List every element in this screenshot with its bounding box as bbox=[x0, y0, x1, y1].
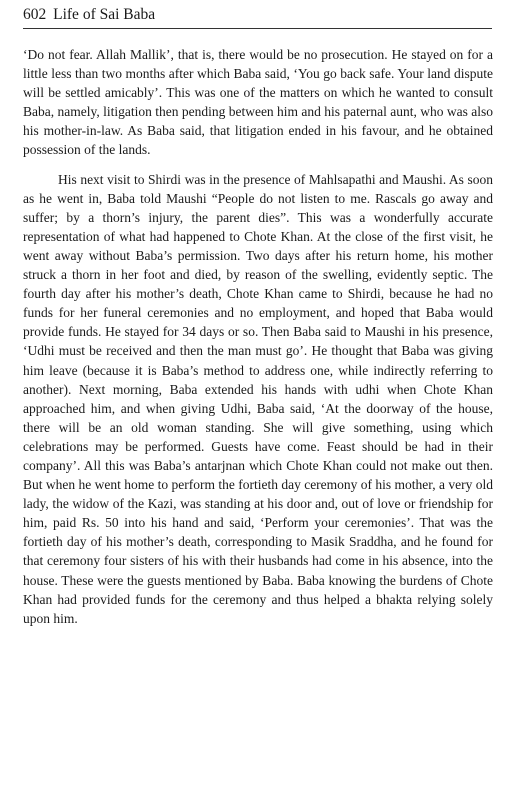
page-number: 602 bbox=[23, 6, 47, 23]
paragraph-continuation: ‘Do not fear. Allah Mallik’, that is, there would be no prosecution. He stayed on for a little less than two months after which Baba said, ‘You go back safe. Your land dispute will be settled amicably’. This was one of the matters on which he wanted to consult Baba, namely, litigation then pending between him and his paternal aunt, who was also his mother-in-law. As Baba said, that litigation ended in his favour, and he obtained possession of the lands. bbox=[23, 47, 494, 158]
page-header bbox=[23, 5, 155, 25]
header-rule bbox=[23, 28, 492, 29]
paragraph-next-visit: His next visit to Shirdi was in the presence of Mahlsapathi and Maushi. As soon as he went in, Baba told Maushi “People do not listen to me. Rascals go away and suffer; by a thorn’s injury, the parent dies”. This was a wonderfully accurate representation of what had happened to Chote Khan. At the close of the first visit, he went away without Baba’s permission. Two days after his return home, his mother struck a thorn in her foot and died, by reason of the swelling, evidently septic. The fourth day after his mother’s death, Chote Khan came to Shirdi, because he had no funds for her funeral ceremonies and no employment, and hoped that Baba would provide funds. He stayed for 34 days or so. Then Baba said to Maushi in his presence, ‘Udhi must be received and then the man must go’. He thought that Baba was giving him leave (because it is Baba’s method to address one, while indirectly referring to another). Next morning, Baba extended his hands with udhi when Chote Khan approached him, and when giving Udhi, Baba said, ‘At the doorway of the house, there will be an old woman standing. She will give something, using which celebrations may be performed. Guests have come. Feast should be had in their company’. All this was Baba’s antarjnan which Chote Khan could not make out then. But when he went home to perform the fortieth day ceremony of his mother, a very old lady, the widow of the Kazi, was standing at his door and, out of love or friendship for him, paid Rs. 50 into his hand and said, ‘Perform your ceremonies’. That was the fortieth day of his mother’s death, corresponding to Masik Sraddha, and he found for that ceremony four sisters of his with their husbands had come in his absence, into the house. These were the guests mentioned by Baba. Baba knowing the burdens of Chote Khan had provided funds for the ceremony and thus helped a bhakta relying solely upon him. bbox=[23, 171, 493, 626]
running-title: Life of Sai Baba bbox=[53, 6, 156, 23]
body-text bbox=[23, 45, 493, 628]
